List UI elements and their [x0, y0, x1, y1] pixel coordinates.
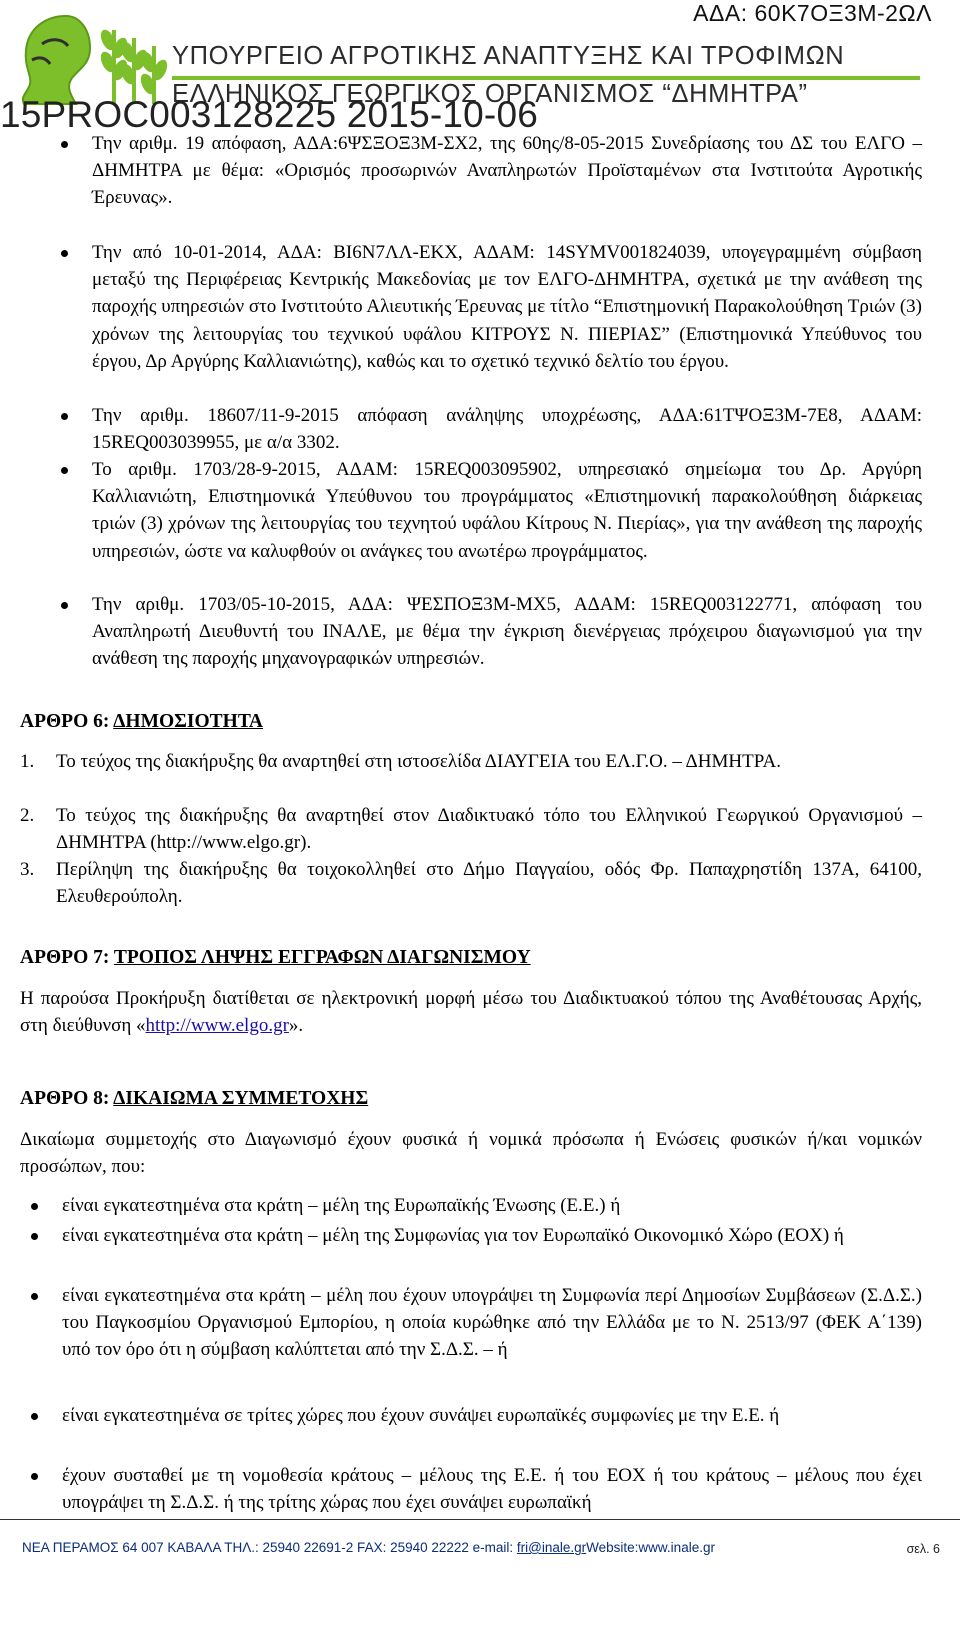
- article-8-prefix: ΑΡΘΡΟ 8:: [20, 1088, 114, 1109]
- list-item: Το αριθμ. 1703/28-9-2015, ΑΔΑΜ: 15REQ003095902, υπηρεσιακό σημείωμα του Δρ. Αργύρη Καλλιανιώτη, Επιστημονικά Υπεύθυνου του προγράμματος «Επιστημονική παρακολούθηση διάρκειας τριών (3) χρόνων της λειτουργίας του τεχνητού υφάλου Κίτρους Ν. Πιερίας», για την ανάθεση της παροχής υπηρεσιών, ώστε να καλυφθούν οι ανάγκες του ανωτέρω προγράμματος.: [92, 456, 922, 565]
- item-text: Περίληψη της διακήρυξης θα τοιχοκολληθεί στο Δήμο Παγγαίου, οδός Φρ. Παπαχρηστίδη 137Α, 64100, Ελευθερούπολη.: [56, 859, 922, 908]
- item-text: Το τεύχος της διακήρυξης θα αναρτηθεί στον Διαδικτυακό τόπο του Ελληνικού Γεωργικού Οργανισμού – ΔΗΜΗΤΡΑ (http://www.elgo.gr).: [56, 805, 922, 854]
- item-text: Το τεύχος της διακήρυξης θα αναρτηθεί στη ιστοσελίδα ΔΙΑΥΓΕΙΑ του ΕΛ.Γ.Ο. – ΔΗΜΗΤΡΑ.: [56, 751, 782, 772]
- elgo-website-link[interactable]: http://www.elgo.gr: [145, 1015, 289, 1037]
- list-item: είναι εγκατεστημένα στα κράτη – μέλη της Ευρωπαϊκής Ένωσης (Ε.Ε.) ή: [62, 1192, 922, 1219]
- list-item: Την αριθμ. 19 απόφαση, ΑΔΑ:6ΨΣΞΟΞ3Μ-ΣΧ2, της 60ης/8-05-2015 Συνεδρίασης του ΔΣ του ΕΛΓΟ – ΔΗΜΗΤΡΑ με θέμα: «Ορισμός προσωρινών Αναπληρωτών Προϊσταμένων στα Ινστιτούτα Αγροτικής Έρευνας».: [92, 130, 922, 212]
- numbered-item: [20, 748, 922, 775]
- numbered-item: [20, 802, 922, 856]
- article-6-heading: [20, 711, 263, 733]
- list-item: Την αριθμ. 18607/11-9-2015 απόφαση ανάληψης υποχρέωσης, ΑΔΑ:61ΤΨΟΞ3Μ-7Ε8, ΑΔΑΜ: 15REQ003039955, με α/α 3302.: [92, 402, 922, 456]
- list-item: είναι εγκατεστημένα σε τρίτες χώρες που έχουν συνάψει ευρωπαϊκές συμφωνίες με την Ε.Ε. ή: [62, 1402, 922, 1429]
- article-6-title: ΔΗΜΟΣΙΟΤΗΤΑ: [113, 711, 264, 732]
- organisation-name: ΕΛΛΗΝΙΚΟΣ ΓΕΩΡΓΙΚΟΣ ΟΡΓΑΝΙΣΜΟΣ “ΔΗΜΗΤΡΑ”: [172, 80, 808, 108]
- page-number: σελ. 6: [906, 1542, 940, 1556]
- list-item: Την αριθμ. 1703/05-10-2015, ΑΔΑ: ΨΕΣΠΟΞ3Μ-ΜΧ5, ΑΔΑΜ: 15REQ003122771, απόφαση του Αναπληρωτή Διευθυντή του ΙΝΑΛΕ, με θέμα την έγκριση διενέργειας πρόχειρου διαγωνισμού για την ανάθεση της παροχής μηχανογραφικών υπηρεσιών.: [92, 591, 922, 673]
- article-7-text-before: Η παρούσα Προκήρυξη διατίθεται σε ηλεκτρονική μορφή μέσω του Διαδικτυακού τόπου της Αναθέτουσας Αρχής, στη διεύθυνση «: [20, 988, 922, 1037]
- article-7-title: ΤΡΟΠΟΣ ΛΗΨΗΣ ΕΓΓΡΑΦΩΝ ΔΙΑΓΩΝΙΣΜΟΥ: [113, 947, 531, 968]
- list-item: είναι εγκατεστημένα στα κράτη – μέλη που έχουν υπογράψει τη Συμφωνία περί Δημοσίων Συμβάσεων (Σ.Δ.Σ.) του Παγκοσμίου Οργανισμού Εμπορίου, η οποία κυρώθηκε από την Ελλάδα με το Ν. 2513/97 (ΦΕΚ Α΄139) υπό τον όρο ότι η σύμβαση καλύπτεται από την Σ.Δ.Σ. – ή: [62, 1282, 922, 1364]
- item-number: 2.: [20, 805, 35, 826]
- footer-address: ΝΕΑ ΠΕΡΑΜΟΣ 64 007 ΚΑΒΑΛΑ ΤΗΛ.: 25940 22691-2 FAX: 25940 22222 e-mail:: [22, 1540, 517, 1555]
- article-8-heading: [20, 1088, 368, 1110]
- footer-contact: [22, 1540, 942, 1555]
- numbered-item: [20, 856, 922, 910]
- article-7-prefix: ΑΡΘΡΟ 7:: [20, 947, 114, 968]
- item-number: 3.: [20, 859, 35, 880]
- list-item: έχουν συσταθεί με τη νομοθεσία κράτους – μέλους της Ε.Ε. ή του ΕΟΧ ή του κράτους – μέλους που έχει υπογράψει τη Σ.Δ.Σ. ή της τρίτης χώρας που έχει συνάψει ευρωπαϊκή: [62, 1462, 922, 1516]
- procurement-code: 15PROC003128225 2015-10-06: [0, 94, 538, 135]
- ministry-name: ΥΠΟΥΡΓΕΙΟ ΑΓΡΟΤΙΚΗΣ ΑΝΑΠΤΥΞΗΣ ΚΑΙ ΤΡΟΦΙΜΩΝ: [172, 42, 845, 70]
- item-number: 1.: [20, 751, 35, 772]
- article-7-text-after: ».: [288, 1015, 304, 1037]
- list-item: είναι εγκατεστημένα στα κράτη – μέλη της Συμφωνίας για τον Ευρωπαϊκό Οικονομικό Χώρο (ΕΟΧ) ή: [62, 1222, 922, 1249]
- list-item: Την από 10-01-2014, ΑΔΑ: ΒΙ6Ν7ΛΛ-ΕΚΧ, ΑΔΑΜ: 14SYMV001824039, υπογεγραμμένη σύμβαση μεταξύ της Περιφέρειας Κεντρικής Μακεδονίας με τον ΕΛΓΟ-ΔΗΜΗΤΡΑ, σχετικά με την ανάθεση της παροχής υπηρεσιών στο Ινστιτούτο Αλιευτικής Έρευνας με τίτλο “Επιστημονική Παρακολούθηση Τριών (3) χρόνων της λειτουργίας του τεχνικού υφάλου ΚΙΤΡΟΥΣ Ν. ΠΙΕΡΙΑΣ” (Επιστημονικά Υπεύθυνος του έργου, Δρ Αργύρης Καλλιανιώτης), καθώς και το σχετικό τεχνικό δελτίο του έργου.: [92, 239, 922, 375]
- ada-code-top: ΑΔΑ: 60Κ7ΟΞ3Μ-2ΩΛ: [693, 0, 932, 26]
- footer-email-link[interactable]: fri@inale.gr: [516, 1540, 587, 1555]
- article-7-heading: [20, 947, 531, 969]
- footer-rule: [0, 1519, 960, 1520]
- article-8-title: ΔΙΚΑΙΩΜΑ ΣΥΜΜΕΤΟΧΗΣ: [113, 1088, 369, 1109]
- footer-website[interactable]: Website:www.inale.gr: [586, 1540, 715, 1555]
- letterhead: [0, 0, 960, 135]
- article-7-text: [20, 985, 922, 1039]
- article-8-intro: Δικαίωμα συμμετοχής στο Διαγωνισμό έχουν φυσικά ή νομικά πρόσωπα ή Ενώσεις φυσικών ή/και νομικών προσώπων, που:: [20, 1129, 922, 1178]
- article-6-prefix: ΑΡΘΡΟ 6:: [20, 711, 114, 732]
